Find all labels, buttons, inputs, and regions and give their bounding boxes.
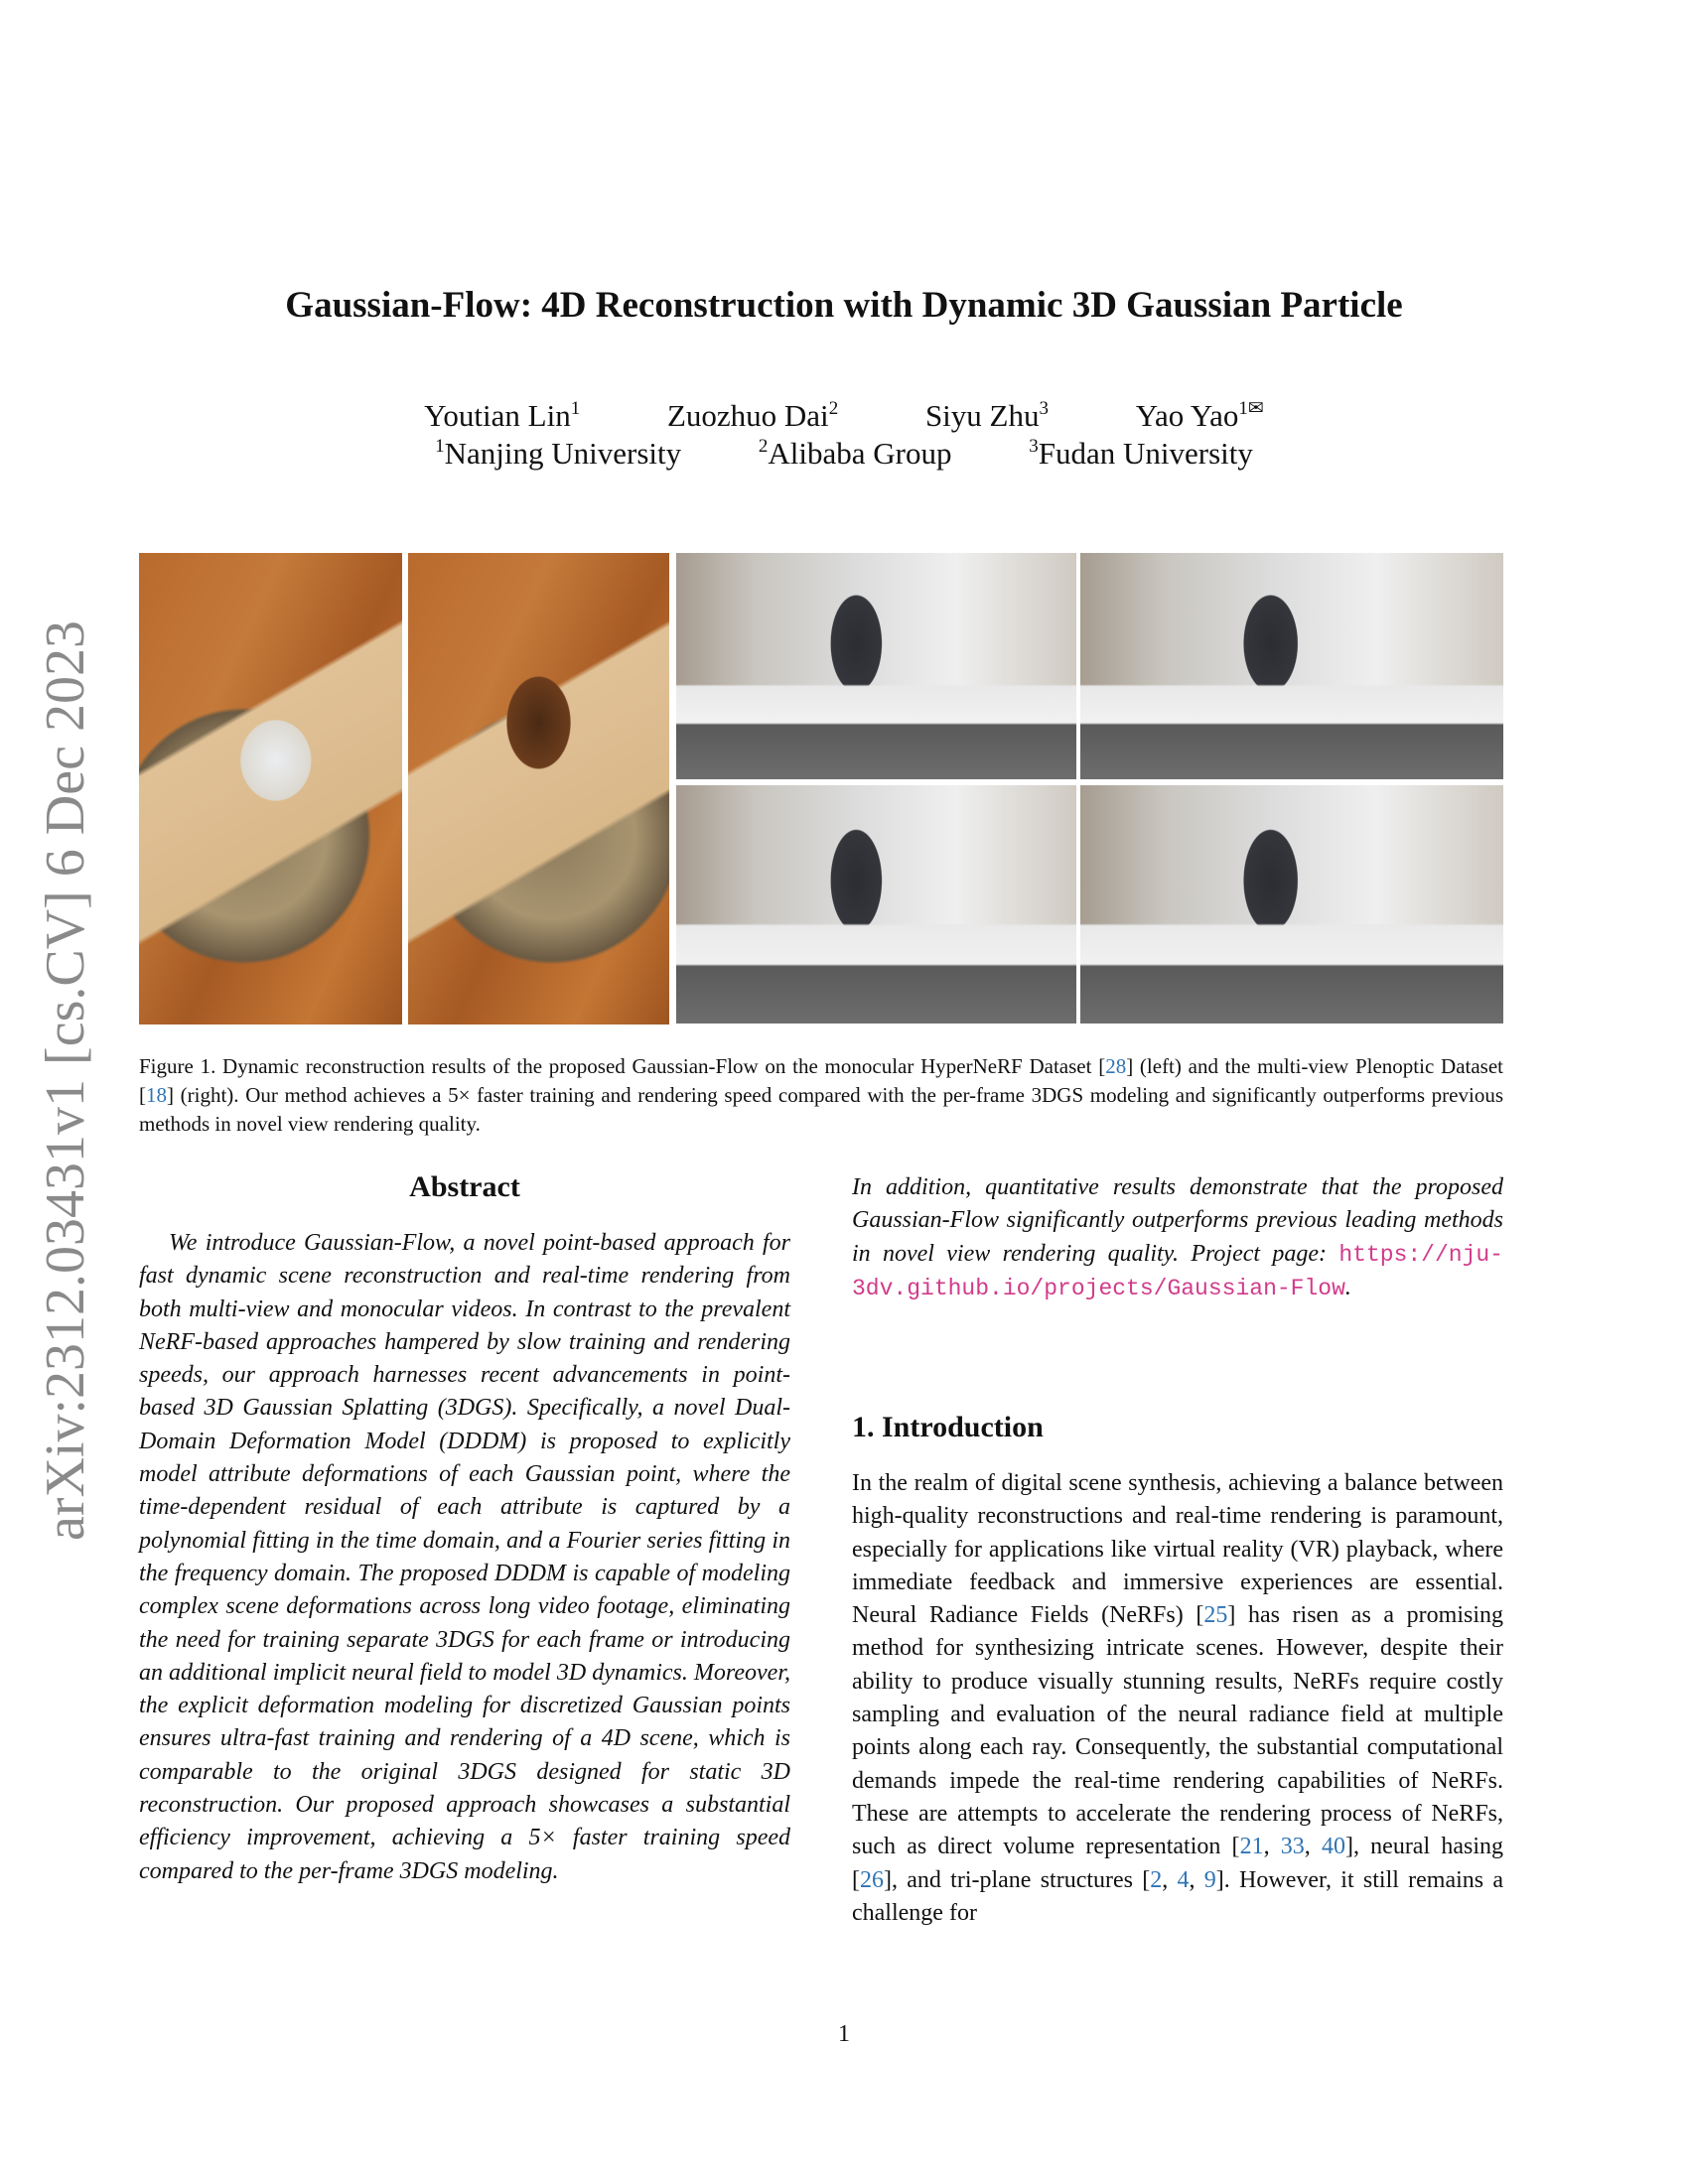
citation-link[interactable]: 4 <box>1177 1866 1190 1893</box>
introduction-heading: 1. Introduction <box>852 1411 1044 1443</box>
affiliation-list <box>0 435 1688 473</box>
abstract-section <box>139 1167 790 1888</box>
figure-image-plenoptic-view-1 <box>676 553 1076 779</box>
citation-link[interactable]: 21 <box>1239 1834 1264 1860</box>
project-page-link[interactable]: https://nju-3dv.github.io/projects/Gaussian-Flow <box>852 1241 1503 1301</box>
abstract-body-continued: In addition, quantitative results demonstrate that the proposed Gaussian-Flow significantly outperforms previous leading methods in novel view rendering quality. Project page: https://nju-3dv.github.io/projects/Gaussian-Flow. <box>852 1174 1503 1301</box>
citation-link[interactable]: 40 <box>1321 1834 1345 1860</box>
arxiv-identifier-stamp: arXiv:2312.03431v1 [cs.CV] 6 Dec 2023 <box>35 620 96 1541</box>
author: Yao Yao$^{1✉}$ <box>1135 398 1264 433</box>
author: Youtian Lin$^1$ <box>424 398 581 433</box>
abstract-heading: Abstract <box>409 1170 520 1203</box>
figure-image-plenoptic-view-2 <box>1080 553 1503 779</box>
citation-link[interactable]: 25 <box>1203 1602 1228 1629</box>
author: Zuozhuo Dai$^2$ <box>666 398 839 433</box>
author-list <box>0 397 1688 435</box>
figure-caption: Figure 1. Dynamic reconstruction results of the proposed Gaussian-Flow on the monocular HyperNeRF Dataset [28] (left) and the multi-view Plenoptic Dataset [18] (right). Our method achieves a 5× faster training and rendering speed compared with the per-frame 3DGS modeling and significantly outperforms previous methods in novel view rendering quality. <box>139 1054 1503 1136</box>
figure-image-plenoptic-view-4 <box>1080 785 1503 1024</box>
affiliation: $^1$Nanjing University <box>435 436 682 471</box>
figure-image-plenoptic-view-3 <box>676 785 1076 1024</box>
citation-link[interactable]: 18 <box>146 1083 167 1107</box>
abstract-continuation <box>852 1171 1503 1305</box>
affiliation: $^3$Fudan University <box>1029 436 1253 471</box>
citation-link[interactable]: 33 <box>1280 1834 1305 1860</box>
figure-image-hypernerf-frame-2 <box>408 553 669 1024</box>
introduction-body: In the realm of digital scene synthesis, achieving a balance between high-quality reconstructions and real-time rendering is paramount, especially for applications like virtual reality (VR) playback, where immediate feedback and immersive experiences are essential. Neural Radiance Fields (NeRFs) [25] has risen as a promising method for synthesizing intricate scenes. However, despite their ability to produce visually stunning results, NeRFs require costly sampling and evaluation of the neural radiance field at multiple points along each ray. Consequently, the substantial computational demands impede the real-time rendering capabilities of NeRFs. These are attempts to accelerate the rendering process of NeRFs, such as direct volume representation [21, 33, 40], neural hasing [26], and tri-plane structures [2, 4, 9]. However, it still remains a challenge for <box>852 1470 1504 1926</box>
page-number: 1 <box>838 2021 850 2047</box>
citation-link[interactable]: 28 <box>1105 1054 1127 1078</box>
citation-link[interactable]: 2 <box>1150 1866 1163 1893</box>
paper-title: Gaussian-Flow: 4D Reconstruction with Dynamic 3D Gaussian Particle <box>285 285 1403 326</box>
affiliation: $^2$Alibaba Group <box>758 436 952 471</box>
citation-link[interactable]: 9 <box>1203 1866 1216 1893</box>
abstract-body: We introduce Gaussian-Flow, a novel point-based approach for fast dynamic scene reconstruction and real-time rendering from both multi-view and monocular videos. In contrast to the prevalent NeRF-based approaches hampered by slow training and rendering speeds, our approach harnesses recent advancements in point-based 3D Gaussian Splatting (3DGS). Specifically, a novel Dual-Domain Deformation Model (DDDM) is proposed to explicitly model attribute deformations of each Gaussian point, where the time-dependent residual of each attribute is captured by a polynomial fitting in the time domain, and a Fourier series fitting in the frequency domain. The proposed DDDM is capable of modeling complex scene deformations across long video footage, eliminating the need for training separate 3DGS for each frame or introducing an additional implicit neural field to model 3D dynamics. Moreover, the explicit deformation modeling for discretized Gaussian points ensures ultra-fast training and rendering of a 4D scene, which is comparable to the original 3DGS designed for static 3D reconstruction. Our proposed approach showcases a substantial efficiency improvement, achieving a 5× faster training speed compared to the per-frame 3DGS modeling. <box>139 1230 790 1884</box>
corresponding-author-envelope-icon: 1✉ <box>1238 398 1264 419</box>
figure-image-hypernerf-frame-1 <box>139 553 402 1024</box>
citation-link[interactable]: 26 <box>860 1866 884 1893</box>
author: Siyu Zhu$^3$ <box>924 398 1049 433</box>
